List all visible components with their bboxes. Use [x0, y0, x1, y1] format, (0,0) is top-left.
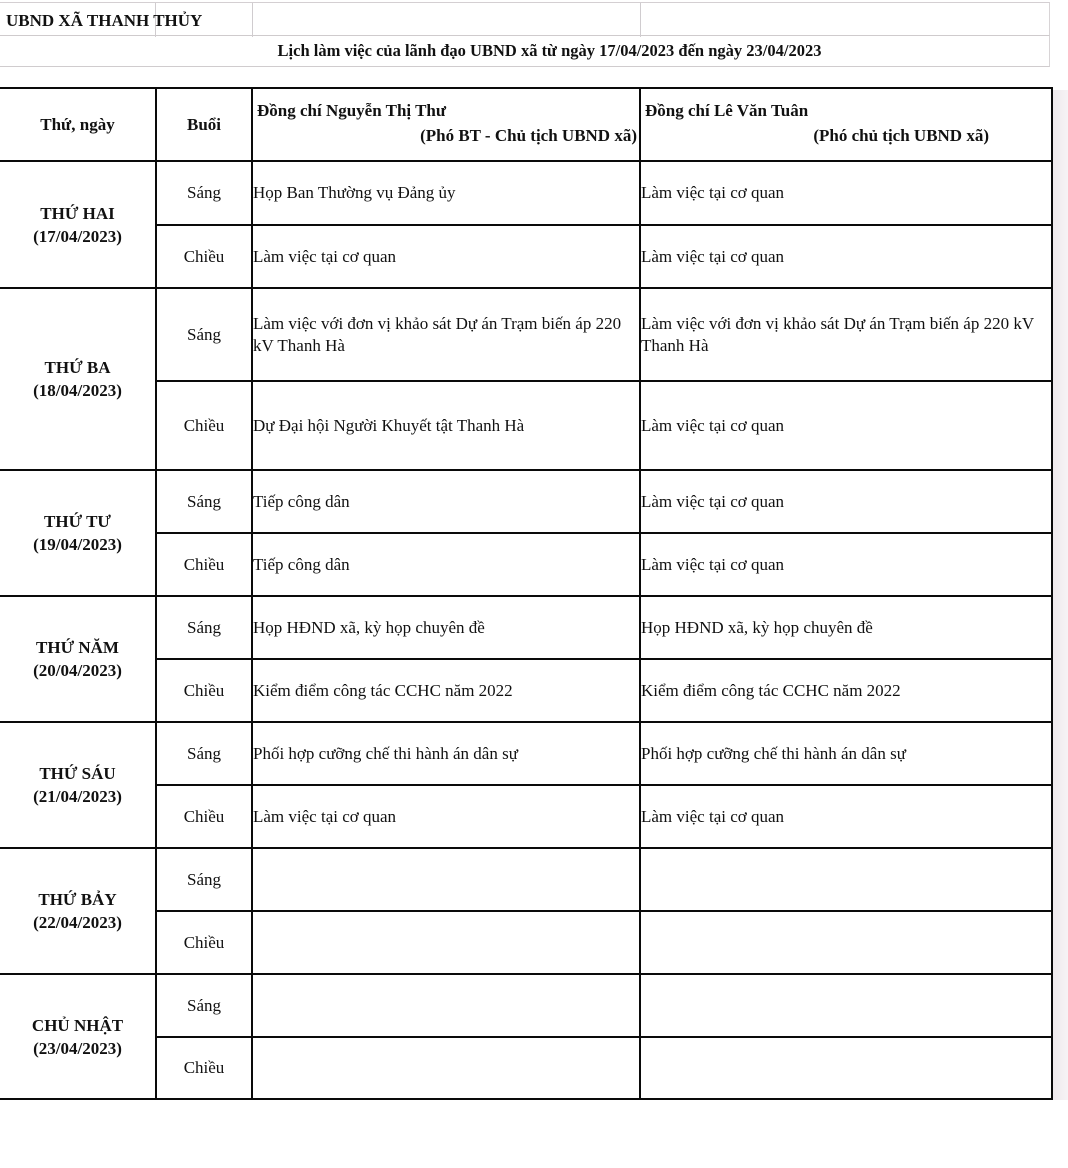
- task-person2-morning: Làm việc với đơn vị khảo sát Dự án Trạm biến áp 220 kV Thanh Hà: [640, 288, 1052, 381]
- title-row: [0, 36, 1050, 67]
- table-header-row: [0, 88, 1052, 161]
- schedule-row-morning: [0, 161, 1052, 225]
- column-header-session: Buổi: [156, 88, 252, 161]
- cell-divider: [640, 3, 641, 37]
- day-name: THỨ SÁU: [39, 764, 116, 783]
- day-name: THỨ NĂM: [36, 638, 119, 657]
- day-name: THỨ TƯ: [44, 512, 111, 531]
- day-date: (22/04/2023): [33, 913, 122, 932]
- schedule-row-morning: [0, 974, 1052, 1037]
- task-person2-morning: Phối hợp cưỡng chế thi hành án dân sự: [640, 722, 1052, 785]
- org-name: UBND XÃ THANH THỦY: [6, 11, 203, 30]
- task-person2-afternoon: [640, 1037, 1052, 1099]
- task-person2-afternoon: Làm việc tại cơ quan: [640, 381, 1052, 470]
- task-person1-afternoon: Kiểm điểm công tác CCHC năm 2022: [252, 659, 640, 722]
- schedule-row-morning: [0, 470, 1052, 533]
- session-afternoon: Chiều: [156, 659, 252, 722]
- task-person1-morning: Họp Ban Thường vụ Đảng ủy: [252, 161, 640, 225]
- day-cell: [0, 596, 156, 722]
- schedule-row-afternoon: [0, 533, 1052, 596]
- document-header: [0, 2, 1050, 66]
- session-afternoon: Chiều: [156, 533, 252, 596]
- schedule-row-morning: [0, 596, 1052, 659]
- task-person2-morning: [640, 848, 1052, 911]
- page-edge-shadow: [1052, 90, 1068, 1100]
- schedule-row-morning: [0, 848, 1052, 911]
- task-person1-morning: Phối hợp cưỡng chế thi hành án dân sự: [252, 722, 640, 785]
- task-person2-morning: Làm việc tại cơ quan: [640, 470, 1052, 533]
- schedule-row-morning: [0, 722, 1052, 785]
- schedule-row-afternoon: [0, 381, 1052, 470]
- task-person1-morning: Làm việc với đơn vị khảo sát Dự án Trạm biến áp 220 kV Thanh Hà: [252, 288, 640, 381]
- person2-name: Đồng chí Lê Văn Tuân: [645, 101, 809, 120]
- schedule-row-afternoon: [0, 225, 1052, 288]
- day-cell: [0, 848, 156, 974]
- day-date: (20/04/2023): [33, 661, 122, 680]
- schedule-row-afternoon: [0, 1037, 1052, 1099]
- session-morning: Sáng: [156, 974, 252, 1037]
- schedule-row-afternoon: [0, 785, 1052, 848]
- day-name: CHỦ NHẬT: [31, 1015, 124, 1035]
- day-name: THỨ BẢY: [38, 890, 117, 909]
- task-person1-morning: [252, 974, 640, 1037]
- schedule-title: Lịch làm việc của lãnh đạo UBND xã từ ngày 17/04/2023 đến ngày 23/04/2023: [277, 41, 822, 60]
- day-cell: [0, 288, 156, 470]
- session-afternoon: Chiều: [156, 911, 252, 974]
- task-person1-morning: Họp HĐND xã, kỳ họp chuyên đề: [252, 596, 640, 659]
- session-morning: Sáng: [156, 161, 252, 225]
- session-afternoon: Chiều: [156, 1037, 252, 1099]
- day-date: (21/04/2023): [33, 787, 122, 806]
- day-cell: [0, 161, 156, 288]
- schedule-table: [0, 87, 1053, 1100]
- session-afternoon: Chiều: [156, 225, 252, 288]
- day-cell: [0, 470, 156, 596]
- column-header-person1: [252, 88, 640, 161]
- day-date: (17/04/2023): [33, 226, 122, 246]
- task-person2-afternoon: Làm việc tại cơ quan: [640, 533, 1052, 596]
- person1-role: (Phó BT - Chủ tịch UBND xã): [420, 126, 637, 145]
- person2-role: (Phó chủ tịch UBND xã): [813, 126, 989, 145]
- task-person1-afternoon: Làm việc tại cơ quan: [252, 785, 640, 848]
- task-person2-afternoon: Kiểm điểm công tác CCHC năm 2022: [640, 659, 1052, 722]
- session-morning: Sáng: [156, 722, 252, 785]
- task-person2-morning: Làm việc tại cơ quan: [640, 161, 1052, 225]
- task-person2-afternoon: Làm việc tại cơ quan: [640, 785, 1052, 848]
- person1-name: Đồng chí Nguyễn Thị Thư: [257, 101, 447, 120]
- day-cell: [0, 722, 156, 848]
- session-morning: Sáng: [156, 288, 252, 381]
- day-cell: [0, 974, 156, 1099]
- header-row: [0, 2, 1050, 36]
- task-person1-afternoon: Dự Đại hội Người Khuyết tật Thanh Hà: [252, 381, 640, 470]
- day-date: (18/04/2023): [33, 381, 122, 400]
- session-afternoon: Chiều: [156, 381, 252, 470]
- schedule-row-morning: [0, 288, 1052, 381]
- task-person1-afternoon: Làm việc tại cơ quan: [252, 225, 640, 288]
- day-name: THỨ BA: [44, 358, 111, 377]
- task-person2-afternoon: Làm việc tại cơ quan: [640, 225, 1052, 288]
- session-afternoon: Chiều: [156, 785, 252, 848]
- session-morning: Sáng: [156, 848, 252, 911]
- task-person1-afternoon: [252, 911, 640, 974]
- session-morning: Sáng: [156, 470, 252, 533]
- column-header-day: Thứ, ngày: [0, 88, 156, 161]
- day-date: (23/04/2023): [33, 1038, 122, 1058]
- task-person1-morning: Tiếp công dân: [252, 470, 640, 533]
- schedule-row-afternoon: [0, 659, 1052, 722]
- task-person1-morning: [252, 848, 640, 911]
- task-person1-afternoon: Tiếp công dân: [252, 533, 640, 596]
- task-person2-afternoon: [640, 911, 1052, 974]
- cell-divider: [252, 3, 253, 37]
- task-person2-morning: Họp HĐND xã, kỳ họp chuyên đề: [640, 596, 1052, 659]
- column-header-person2: [640, 88, 1052, 161]
- task-person2-morning: [640, 974, 1052, 1037]
- session-morning: Sáng: [156, 596, 252, 659]
- day-date: (19/04/2023): [33, 535, 122, 554]
- day-name: THỨ HAI: [40, 203, 115, 223]
- task-person1-afternoon: [252, 1037, 640, 1099]
- schedule-row-afternoon: [0, 911, 1052, 974]
